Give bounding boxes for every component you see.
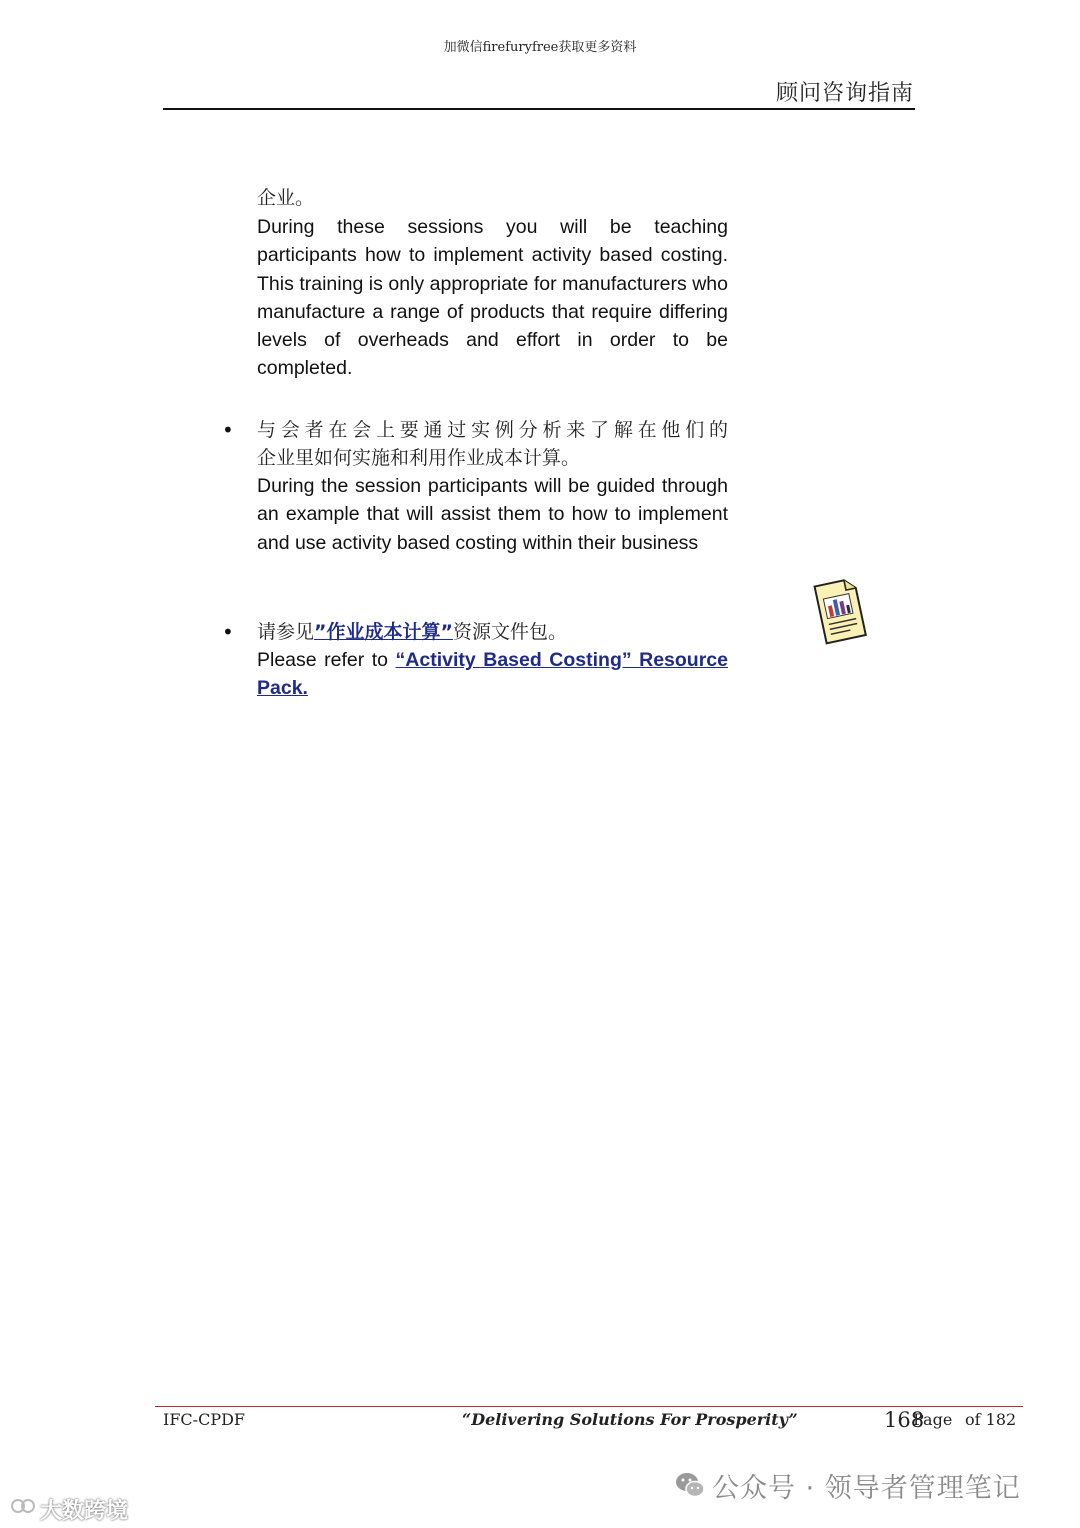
watermark-logo-icon	[10, 1497, 36, 1515]
footer-doc-code: IFC-CPDF	[163, 1410, 246, 1429]
header-rule	[163, 108, 915, 110]
item-2-cjk-rest: 企业里如何实施和利用作业成本计算。	[257, 447, 581, 469]
footer-rule	[155, 1406, 1023, 1407]
header-title: 顾问咨询指南	[775, 81, 914, 106]
watermark-right: 公众号 · 领导者管理笔记	[712, 1473, 1021, 1504]
item-3-cjk-link[interactable]: ”作业成本计算”	[314, 621, 453, 643]
document-chart-icon	[806, 574, 872, 646]
item-3-en-prefix: Please refer to	[257, 649, 396, 671]
item-3-cjk	[257, 618, 728, 646]
item-2-en: During the session participants will be guided through an example that will assist them to how to implement and use activity based costing within their business	[257, 475, 728, 554]
footer-slogan: “Delivering Solutions For Prosperity”	[462, 1410, 798, 1429]
watermark-left: 大数跨境	[40, 1499, 129, 1524]
wechat-icon	[674, 1470, 706, 1500]
top-note: 加微信firefuryfree获取更多资料	[443, 40, 637, 55]
item-2-cjk: 与会者在会上要通过实例分析来了解在他们的	[257, 419, 728, 441]
continuation-cjk: 企业。	[257, 187, 315, 209]
item-3-en	[257, 646, 728, 703]
footer-page-total: of 182	[965, 1410, 1017, 1429]
footer-page-number: 168	[884, 1408, 925, 1432]
bullet-2: •	[222, 418, 234, 442]
bullet-3: •	[222, 620, 234, 644]
paragraph-1: During these sessions you will be teaching participants how to implement activity based costing. This training is only appropriate for manufacturers who manufacture a range of products that require differing levels of overheads and effort in order to be completed.	[257, 216, 728, 380]
item-2-cjk-line2	[257, 444, 728, 472]
item-3-cjk-prefix: 请参见	[257, 621, 315, 643]
resource-pack-link[interactable]: “Activity Based Costing” Resource Pack.	[257, 649, 728, 700]
item-3-cjk-suffix: 资源文件包。	[453, 621, 568, 643]
footer-page-word: Page	[913, 1410, 953, 1429]
item-2-cjk-line1	[257, 416, 728, 444]
